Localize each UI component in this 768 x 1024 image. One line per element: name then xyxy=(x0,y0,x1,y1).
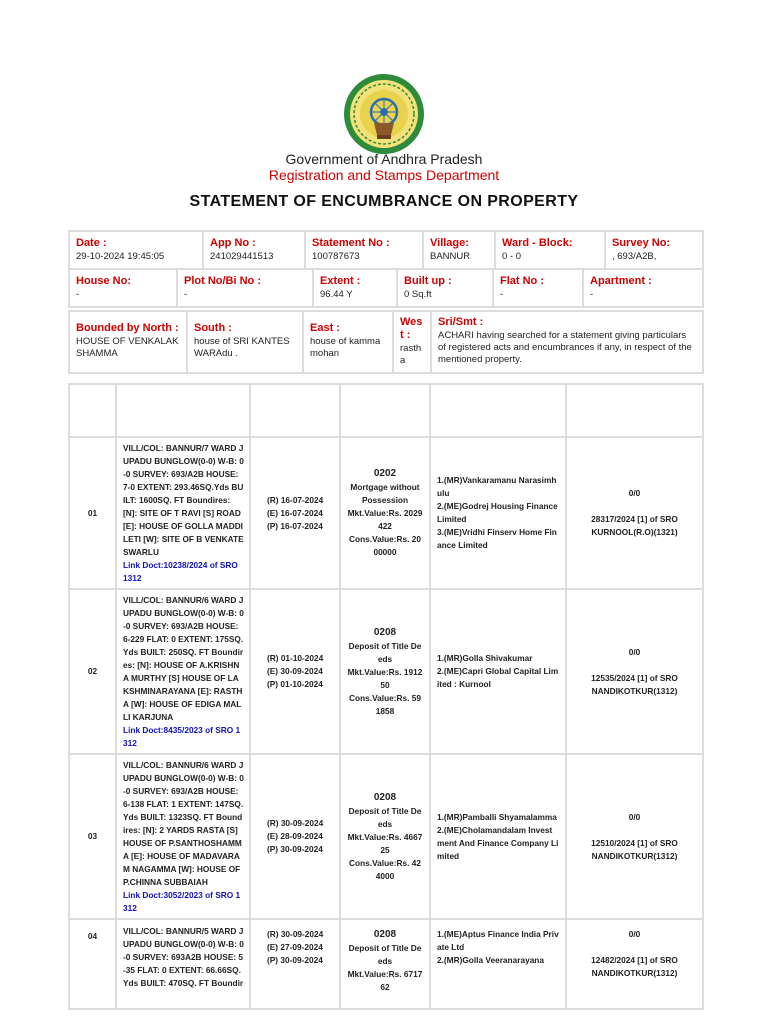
nature-cell: 0202 Mortgage without Possession Mkt.Value:Rs. 2029422 Cons.Value:Rs. 2000000 xyxy=(340,437,430,589)
link-document[interactable]: Link Doct:8435/2023 of SRO 1312 xyxy=(123,724,241,748)
date-cell: Date : 29-10-2024 19:45:05 xyxy=(69,231,203,269)
dates-cell: (R) 16-07-2024 (E) 16-07-2024 (P) 16-07-2024 xyxy=(250,437,340,589)
header-cell xyxy=(566,384,703,437)
south-boundary-value: house of SRI KANTES WARAdu . xyxy=(194,336,290,359)
serial-number: 03 xyxy=(69,754,116,919)
table-row xyxy=(69,589,703,754)
house-no-cell: House No: - xyxy=(69,269,177,307)
extent-cell: Extent : 96.44 Y xyxy=(313,269,397,307)
link-document[interactable]: Link Doct:3052/2023 of SRO 1312 xyxy=(123,889,241,913)
built-up-cell: Built up : 0 Sq.ft xyxy=(397,269,493,307)
date-value: 29-10-2024 19:45:05 xyxy=(76,251,165,262)
statement-no-value: 100787673 xyxy=(312,251,360,262)
survey-no-value: , 693/A2B, xyxy=(612,251,657,262)
parties-cell: 1.(MR)Golla Shivakumar 2.(ME)Capri Global Capital Limited : Kurnool xyxy=(430,589,566,754)
serial-number: 01 xyxy=(69,437,116,589)
ward-block-value: 0 - 0 xyxy=(502,251,522,262)
document-cell: 0/0 12482/2024 [1] of SRO NANDIKOTKUR(1312) xyxy=(566,919,703,1009)
andhra-pradesh-emblem xyxy=(341,73,427,155)
serial-number: 02 xyxy=(69,589,116,754)
table-row xyxy=(69,919,703,1009)
dates-cell: (R) 01-10-2024 (E) 30-09-2024 (P) 01-10-2024 xyxy=(250,589,340,754)
government-name: Government of Andhra Pradesh xyxy=(285,151,483,167)
header-cell xyxy=(430,384,566,437)
table-row xyxy=(69,437,703,589)
survey-no-cell: Survey No: , 693/A2B, xyxy=(605,231,703,269)
west-boundary-value: rastha xyxy=(400,343,422,366)
nature-cell: 0208 Deposit of Title Deeds Mkt.Value:Rs. 671762 xyxy=(340,919,430,1009)
document-title: STATEMENT OF ENCUMBRANCE ON PROPERTY xyxy=(189,193,579,210)
applicant-cell: Sri/Smt : ACHARI having searched for a statement giving particulars of registered acts and encumbrances if any, in respect of the mentioned property. xyxy=(431,311,703,373)
flat-no-cell: Flat No : - xyxy=(493,269,583,307)
info-row-1 xyxy=(68,230,704,270)
info-row-3 xyxy=(68,310,704,374)
parties-cell: 1.(MR)Pamballi Shyamalamma 2.(ME)Cholamandalam Investment And Finance Company Limited xyxy=(430,754,566,919)
west-boundary-cell: West : rastha xyxy=(393,311,431,373)
plot-no-value: - xyxy=(184,289,188,300)
property-description: VILL/COL: BANNUR/7 WARD JUPADU BUNGLOW(0-0) W-B: 0-0 SURVEY: 693/A2B HOUSE: 7-0 EXTENT: 293.46SQ.Yds BUILT: 1600SQ. FT Boundires: [N]: SITE OF T RAVI [S] ROAD [E]: HOUSE OF GOLLA MADDILETI [W]: SITE OF B VENKATESWARLU Link Doct:10238/2024 of SRO 1312 xyxy=(116,437,250,589)
village-value: BANNUR xyxy=(430,251,471,262)
flat-no-value: - xyxy=(500,289,504,300)
statement-no-cell: Statement No : 100787673 xyxy=(305,231,423,269)
header-cell xyxy=(250,384,340,437)
property-description: VILL/COL: BANNUR/5 WARD JUPADU BUNGLOW(0-0) W-B: 0-0 SURVEY: 693A2B HOUSE: 5-35 FLAT: 0 EXTENT: 66.66SQ. Yds BUILT: 470SQ. FT Boundir xyxy=(116,919,250,1009)
south-boundary-cell: South : house of SRI KANTES WARAdu . xyxy=(187,311,303,373)
parties-cell: 1.(ME)Aptus Finance India Private Ltd 2.(MR)Golla Veeranarayana xyxy=(430,919,566,1009)
village-cell: Village: BANNUR xyxy=(423,231,495,269)
extent-value: 96.44 Y xyxy=(320,289,353,300)
north-boundary-cell: Bounded by North : HOUSE OF VENKALAK SHAMMA xyxy=(69,311,187,373)
app-no-cell: App No : 241029441513 xyxy=(203,231,305,269)
document-cell: 0/0 12510/2024 [1] of SRO NANDIKOTKUR(1312) xyxy=(566,754,703,919)
header-cell xyxy=(340,384,430,437)
nature-cell: 0208 Deposit of Title Deeds Mkt.Value:Rs. 466725 Cons.Value:Rs. 424000 xyxy=(340,754,430,919)
app-no-value: 241029441513 xyxy=(210,251,274,262)
east-boundary-cell: East : house of kamma mohan xyxy=(303,311,393,373)
header-cell xyxy=(116,384,250,437)
east-boundary-value: house of kamma mohan xyxy=(310,336,381,359)
house-no-value: - xyxy=(76,289,80,300)
ward-block-cell: Ward - Block: 0 - 0 xyxy=(495,231,605,269)
property-description: VILL/COL: BANNUR/6 WARD JUPADU BUNGLOW(0-0) W-B: 0-0 SURVEY: 693/A2B HOUSE: 6-138 FLAT: 1 EXTENT: 147SQ. Yds BUILT: 1323SQ. FT Boundires: [N]: 2 YARDS RASTA [S] HOUSE OF P.SANTHOSHAMMA [E]: HOUSE OF MADAVARAM NAGAMMA [W]: HOUSE OF P.CHINNA SUBBAIAH Link Doct:3052/2023 of SRO 1312 xyxy=(116,754,250,919)
transactions-table xyxy=(68,383,704,1010)
document-cell: 0/0 12535/2024 [1] of SRO NANDIKOTKUR(1312) xyxy=(566,589,703,754)
table-row xyxy=(69,754,703,919)
document-cell: 0/0 28317/2024 [1] of SRO KURNOOL(R.O)(1321) xyxy=(566,437,703,589)
table-header-row xyxy=(69,384,703,437)
dates-cell: (R) 30-09-2024 (E) 27-09-2024 (P) 30-09-2024 xyxy=(250,919,340,1009)
serial-number: 04 xyxy=(69,919,116,1009)
nature-cell: 0208 Deposit of Title Deeds Mkt.Value:Rs. 191250 Cons.Value:Rs. 591858 xyxy=(340,589,430,754)
apartment-cell: Apartment : - xyxy=(583,269,703,307)
info-row-2 xyxy=(68,268,704,308)
north-boundary-value: HOUSE OF VENKALAK SHAMMA xyxy=(76,336,179,359)
link-document[interactable]: Link Doct:10238/2024 of SRO 1312 xyxy=(123,559,238,583)
property-description: VILL/COL: BANNUR/6 WARD JUPADU BUNGLOW(0-0) W-B: 0-0 SURVEY: 693/A2B HOUSE: 6-229 FLAT: 0 EXTENT: 175SQ. Yds BUILT: 250SQ. FT Boundires: [N]: HOUSE OF A.KRISHNA MURTHY [S] HOUSE OF LAKSHMINARAYANA [E]: RASTHA [W]: HOUSE OF EDIGA MALLI KARJUNA Link Doct:8435/2023 of SRO 1312 xyxy=(116,589,250,754)
header-cell xyxy=(69,384,116,437)
built-up-value: 0 Sq.ft xyxy=(404,289,432,300)
department-name: Registration and Stamps Department xyxy=(268,167,500,183)
apartment-value: - xyxy=(590,289,594,300)
parties-cell: 1.(MR)Vankaramanu Narasimhulu 2.(ME)Godrej Housing Finance Limited 3.(ME)Vridhi Finserv Home Finance Limited xyxy=(430,437,566,589)
dates-cell: (R) 30-09-2024 (E) 28-09-2024 (P) 30-09-2024 xyxy=(250,754,340,919)
applicant-statement: ACHARI having searched for a statement giving particulars of registered acts and encumbrances if any, in respect of the mentioned property. xyxy=(438,330,692,365)
plot-no-cell: Plot No/Bi No : - xyxy=(177,269,313,307)
